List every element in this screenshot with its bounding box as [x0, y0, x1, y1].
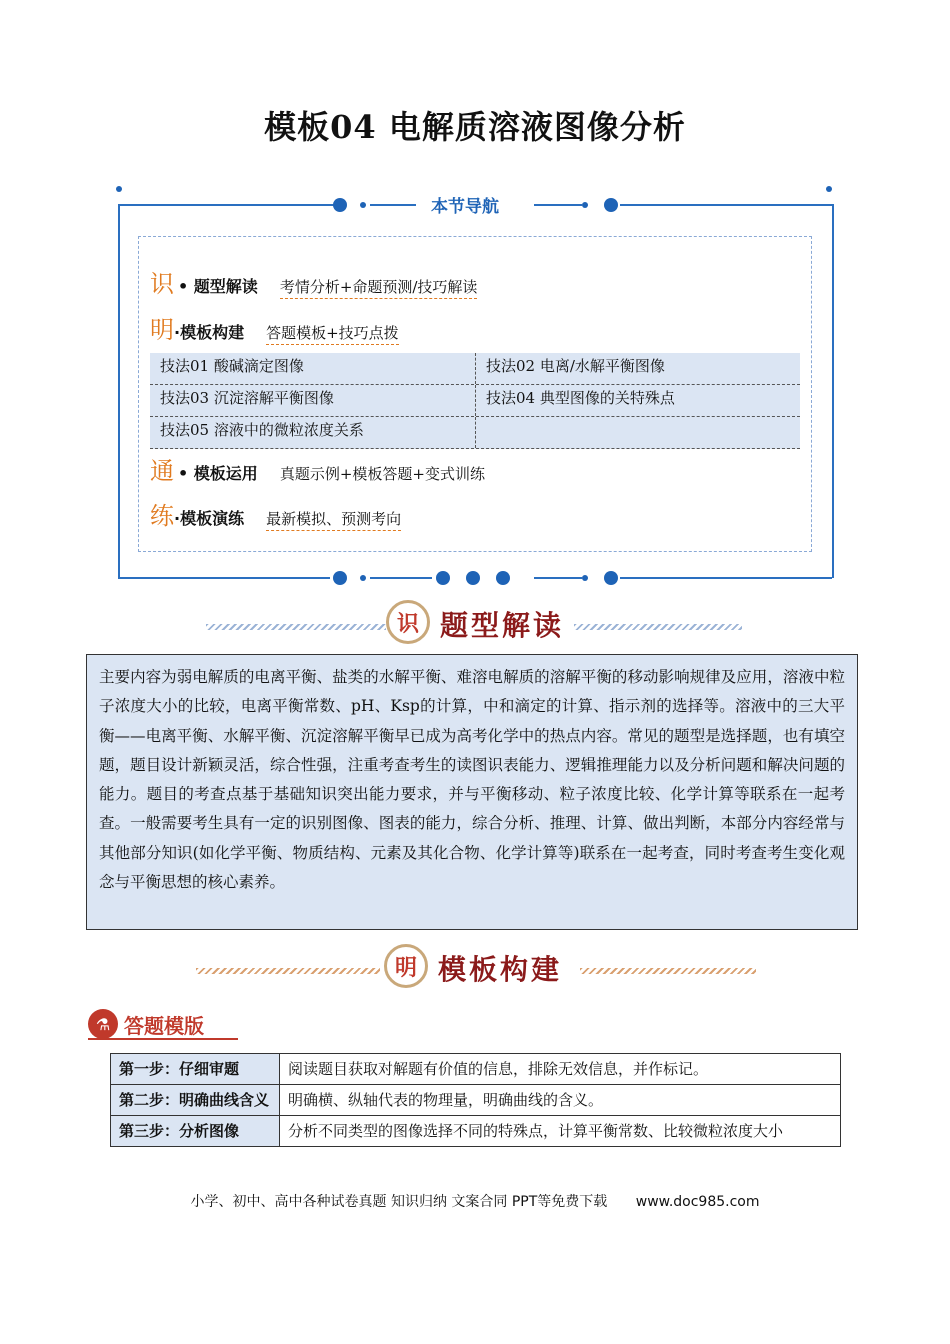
- step-value: 分析不同类型的图像选择不同的特殊点，计算平衡常数、比较微粒浓度大小: [280, 1116, 841, 1147]
- nav-row-tong[interactable]: [150, 451, 485, 486]
- banner-decor-right: [580, 968, 756, 974]
- template-underline: [88, 1038, 238, 1040]
- footer-text: 小学、初中、高中各种试卷真题 知识归纳 文案合同 PPT等免费下载: [190, 1194, 608, 1210]
- steps-table: [110, 1053, 841, 1147]
- nav-heading: 本节导航: [420, 192, 510, 217]
- nav-dot: [496, 571, 510, 585]
- nav-row-ming[interactable]: [150, 310, 399, 345]
- footer: [0, 1191, 950, 1211]
- nav-char: 通: [150, 457, 174, 485]
- banner-decor-left: [206, 624, 386, 630]
- seal-icon: 识: [386, 600, 430, 644]
- nav-bottom-line: [534, 577, 582, 579]
- table-row: [111, 1054, 841, 1085]
- skill-item[interactable]: 技法02 电离/水解平衡图像: [475, 353, 800, 384]
- nav-label: ·模板演练: [174, 509, 245, 528]
- nav-top-line-mid-right: [534, 204, 582, 206]
- nav-desc: 真题示例+模板答题+变式训练: [279, 465, 485, 483]
- nav-dot: [333, 571, 347, 585]
- skill-item[interactable]: 技法01 酸碱滴定图像: [160, 357, 304, 375]
- nav-dot-small: [360, 575, 366, 581]
- table-row: [111, 1116, 841, 1147]
- intro-paragraph: 主要内容为弱电解质的电离平衡、盐类的水解平衡、难溶电解质的溶解平衡的移动影响规律及应用，溶液中粒子浓度大小的比较，电离平衡常数、pH、Ksp的计算，中和滴定的计算、指示剂的选择等。溶液中的三大平衡——电离平衡、水解平衡、沉淀溶解平衡早已成为高考化学中的热点内容。常见的题型是选择题，也有填空题，题目设计新颖灵活，综合性强，注重考查考生的读图识表能力、逻辑推理能力以及分析问题和解决问题的能力。题目的考查点基于基础知识突出能力要求，并与平衡移动、粒子浓度比较、化学计算等联系在一起考查。一般需要考生具有一定的识别图像、图表的能力，综合分析、推理、计算、做出判断，本部分内容经常与其他部分知识(如化学平衡、物质结构、元素及其化合物、化学计算等)联系在一起考查，同时考查考生变化观念与平衡思想的核心素养。: [86, 654, 858, 930]
- nav-dot: [604, 571, 618, 585]
- step-value: 阅读题目获取对解题有价值的信息，排除无效信息，并作标记。: [280, 1054, 841, 1085]
- nav-bottom-line: [370, 577, 432, 579]
- nav-char: 练: [150, 502, 174, 530]
- nav-dot-small: [360, 202, 366, 208]
- flask-icon: ⚗: [88, 1009, 118, 1039]
- skill-grid: [150, 353, 800, 449]
- template-badge: [88, 1008, 204, 1040]
- banner-decor-right: [574, 624, 742, 630]
- template-badge-label: 答题模版: [124, 1013, 204, 1038]
- nav-dot: [604, 198, 618, 212]
- section-heading: 模板构建: [438, 953, 563, 986]
- nav-desc: 答题模板+技巧点拨: [266, 322, 399, 345]
- banner-decor-left: [196, 968, 380, 974]
- nav-label: • 题型解读: [178, 277, 258, 296]
- nav-bottom-line: [118, 577, 330, 579]
- nav-dot: [436, 571, 450, 585]
- skill-item[interactable]: 技法03 沉淀溶解平衡图像: [160, 389, 334, 407]
- skill-item[interactable]: 技法05 溶液中的微粒浓度关系: [160, 421, 364, 439]
- nav-top-line-right: [620, 204, 832, 206]
- nav-dot-small: [582, 575, 588, 581]
- step-key: 第三步：分析图像: [111, 1116, 280, 1147]
- step-key: 第二步：明确曲线含义: [111, 1085, 280, 1116]
- corner-dot: [826, 186, 832, 192]
- footer-url[interactable]: www.doc985.com: [635, 1194, 760, 1210]
- nav-top-line-left: [118, 204, 340, 206]
- nav-label: ·模板构建: [174, 323, 245, 342]
- skill-item-empty: [475, 417, 800, 448]
- skill-row: [150, 385, 800, 417]
- skill-row: [150, 353, 800, 385]
- nav-desc: 最新模拟、预测考向: [266, 508, 401, 531]
- nav-dot: [466, 571, 480, 585]
- skill-row: [150, 417, 800, 449]
- seal-icon: 明: [384, 944, 428, 988]
- nav-bottom-line: [620, 577, 832, 579]
- nav-char: 明: [150, 316, 174, 344]
- nav-row-lian[interactable]: [150, 496, 401, 531]
- corner-dot: [116, 186, 122, 192]
- nav-top-line-mid-left: [370, 204, 416, 206]
- page-title: 模板04 电解质溶液图像分析: [264, 108, 686, 146]
- nav-dot: [333, 198, 347, 212]
- nav-row-shi[interactable]: [150, 264, 477, 299]
- nav-desc: 考情分析+命题预测/技巧解读: [280, 276, 478, 299]
- section-heading: 题型解读: [440, 609, 565, 642]
- nav-char: 识: [150, 270, 174, 298]
- skill-item[interactable]: 技法04 典型图像的关特殊点: [475, 385, 800, 416]
- step-value: 明确横、纵轴代表的物理量，明确曲线的含义。: [280, 1085, 841, 1116]
- step-key: 第一步：仔细审题: [111, 1054, 280, 1085]
- table-row: [111, 1085, 841, 1116]
- nav-label: • 模板运用: [178, 464, 258, 483]
- nav-dot-small: [582, 202, 588, 208]
